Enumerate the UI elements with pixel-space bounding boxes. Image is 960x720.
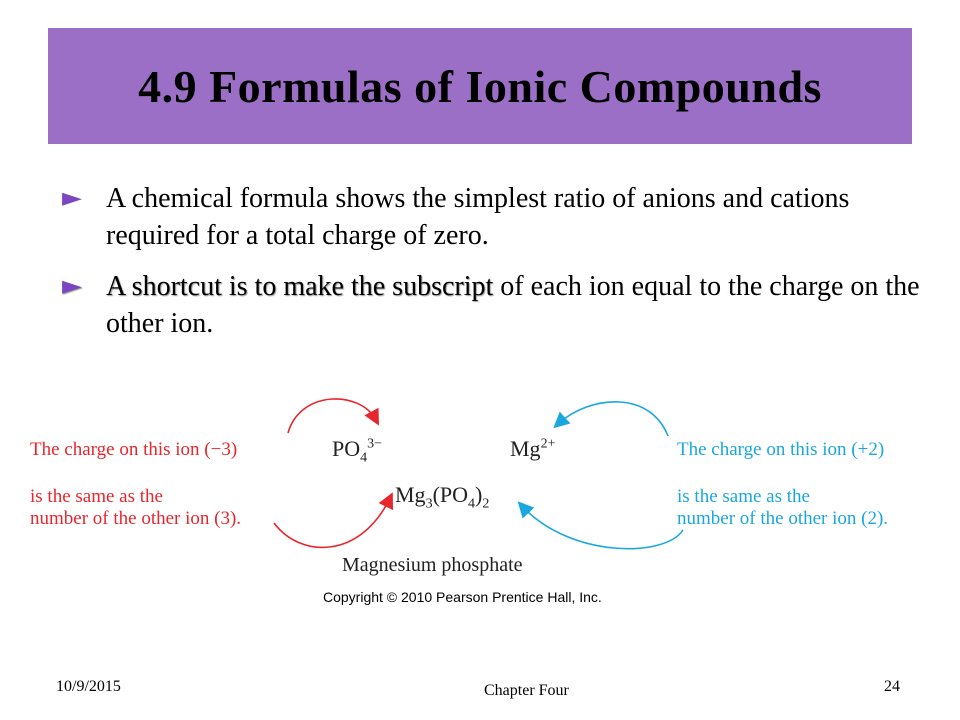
left-label-number: number of the other ion (3).	[30, 508, 242, 529]
right-label-charge: The charge on this ion (+2)	[677, 439, 885, 460]
compound-name: Magnesium phosphate	[342, 554, 523, 576]
bullet-text: A chemical formula shows the simplest ratio of anions and cations required for a total charge of zero.	[106, 183, 850, 251]
blue-arrow-top	[558, 402, 668, 436]
bullet-item	[62, 268, 922, 342]
phosphate-ion: $PO_4^{3-}$	[332, 436, 383, 466]
ionic-formula-diagram	[0, 390, 960, 610]
footer-chapter: Chapter Four	[484, 682, 569, 699]
play-triangle-icon: ►	[62, 271, 82, 301]
compound-formula: $Mg_3(PO_4)_2$	[395, 482, 490, 512]
right-label-same: is the same as the	[677, 486, 810, 507]
left-label-same: is the same as the	[30, 486, 163, 507]
footer-date: 10/9/2015	[56, 678, 121, 695]
bullet-item	[62, 180, 922, 254]
right-label-number: number of the other ion (2).	[677, 508, 889, 529]
play-triangle-icon: ►	[62, 183, 82, 213]
slide-title: 4.9 Formulas of Ionic Compounds	[138, 60, 822, 112]
bullet-emphasis-text: A shortcut is to make the subscript	[106, 271, 494, 302]
bullet-list	[62, 180, 922, 356]
red-arrow-top	[288, 399, 376, 433]
magnesium-ion: $Mg^{2+}$	[510, 436, 556, 461]
blue-arrow-bottom	[522, 506, 683, 549]
left-label-charge: The charge on this ion (−3)	[30, 439, 238, 460]
red-arrow-bottom	[274, 498, 390, 547]
footer-page-number: 24	[884, 678, 900, 695]
copyright-notice: Copyright © 2010 Pearson Prentice Hall, Inc.	[323, 589, 602, 605]
bullet-text: of each ion equal to the charge on the other ion.	[106, 271, 920, 339]
title-bar	[48, 28, 912, 144]
